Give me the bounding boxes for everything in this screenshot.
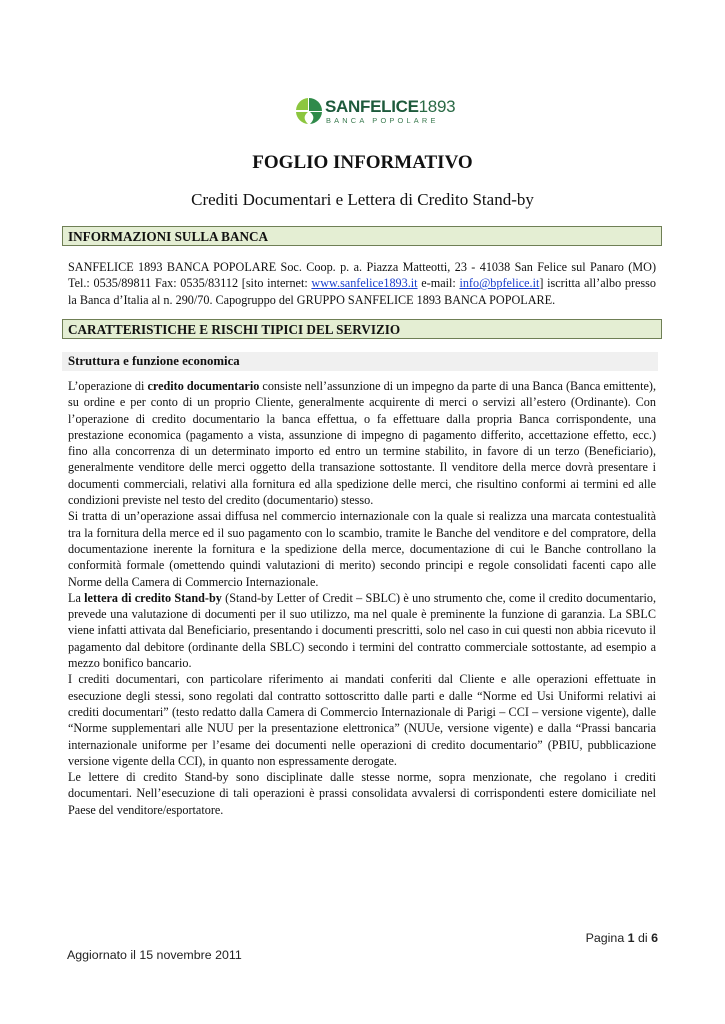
paragraph-2: Si tratta di un’operazione assai diffusa nel commercio internazionale con la quale si realizza una marcata contestualità tra la fornitura della merce ed il suo pagamento con lo scambio, tramite le Banche del venditore e del compratore, della documentazione inerente la fornitura e la spedizione della merce, documentazione di cui le Banche controllano la conformità formale (omettendo quindi valutazioni di merito) secondo principi e regole consolidati facenti capo alle Norme della Camera di Commercio Internazionale.: [68, 509, 656, 589]
page-current: 1: [627, 931, 635, 945]
bank-logo: [294, 96, 456, 130]
logo-brand-name: SANFELICE: [325, 97, 419, 116]
p1-text-a: L’operazione di: [68, 379, 148, 393]
paragraph-3: [68, 590, 656, 671]
logo-brand-year: 1893: [418, 97, 456, 116]
paragraph-4: I crediti documentari, con particolare riferimento ai mandati conferiti dal Cliente e alle operazioni effettuate in esecuzione degli stessi, sono regolati dal contratto sottoscritto dalle parti e dalle “Norme ed Usi Uniformi relativi ai crediti documentari” (testo redatto dalla Camera di Commercio Internazionale di Parigi – CCI – versione vigente), dalle “Norme supplementari alle NUU per la presentazione elettronica” (NUUe, versione vigente) e dalla “Prassi bancaria internazionale uniforme per l’esame dei documenti nelle operazioni di credito documentario” (PBIU, pubblicazione versione vigente della CCI), in quanto non espressamente derogate.: [68, 672, 656, 768]
paragraph-1: [68, 378, 656, 508]
page-total: 6: [651, 931, 658, 945]
section-heading-bank-info: INFORMAZIONI SULLA BANCA: [62, 226, 662, 246]
website-link[interactable]: www.sanfelice1893.it: [311, 276, 418, 291]
main-body: [68, 378, 656, 818]
bank-info-text-b: e-mail:: [417, 276, 460, 291]
bank-info-text-a: SANFELICE 1893 BANCA POPOLARE Soc. Coop. p. a. Piazza Matteotti, 23 - 41038 San Felice sul Panaro (MO) Tel.: 0535/89811 Fax: 0535/83112 [sito internet:: [68, 260, 656, 291]
paragraph-5: Le lettere di credito Stand-by sono disciplinate dalle stesse norme, sopra menzionate, che regolano i crediti documentari. Nell’esecuzione di tali operazioni è prassi consolidata avvalersi di corrispondenti estere domiciliate nel Paese del venditore/esportatore.: [68, 770, 656, 817]
p3-text-b: (Stand-by Letter of Credit – SBLC) è uno strumento che, come il credito documentario, prevede una valutazione di documenti per il suo utilizzo, ma nel quale è preminente la funzione di garanzia. La SBLC viene infatti attivata dal Beneficiario, presentando i documenti prescritti, solo nel caso in cui questi non abbia ricevuto il pagamento dal debitore (ordinante della SBLC) secondo i termini del contratto commerciale sottostante, ad esempio a mezzo bonifico bancario.: [68, 590, 657, 671]
bank-info-text-c: ] iscritta all’albo presso la Banca d’Italia al n. 290/70. Capogruppo del GRUPPO SANFELICE 1893 BANCA POPOLARE.: [68, 276, 656, 307]
p1-bold-term: credito documentario: [147, 379, 260, 393]
updated-date: Aggiornato il 15 novembre 2011: [67, 948, 242, 962]
p3-bold-term: lettera di credito Stand-by: [84, 590, 222, 605]
p3-text-a: La: [68, 590, 85, 605]
p1-text-b: consiste nell’assunzione di un impegno da parte di una Banca (Banca emittente), su ordine e per conto di un proprio Cliente, generalmente acquirente di merci o servizi all’estero (Ordinante). Con l’operazione di credito documentario la banca effettua, o fa effettuare dalla propria Banca corrispondente, una prestazione economica (pagamento a vista, assunzione di impegno di pagamento differito, accettazione effetto, ecc.) fino alla concorrenza di un determinato importo ed entro un termine stabilito, in favore di un terzo (Beneficiario), generalmente venditore delle merci oggetto della transazione sottostante. Il venditore della merce dovrà presentare i documenti commerciali, relativi alla fornitura ed alla spedizione delle merci, che risultino conformi ai termini ed alle condizioni previste nel testo del credito (documentario) stesso.: [68, 379, 656, 508]
page-of: di: [634, 931, 652, 945]
logo-mark-icon: [294, 96, 324, 126]
bank-info-paragraph: [68, 259, 656, 308]
document-title: FOGLIO INFORMATIVO: [252, 152, 473, 173]
logo-subtitle: BANCA POPOLARE: [326, 116, 439, 125]
document-subtitle: Crediti Documentari e Lettera di Credito Stand-by: [191, 190, 534, 209]
page-number: [586, 931, 658, 945]
section-heading-characteristics: CARATTERISTICHE E RISCHI TIPICI DEL SERVIZIO: [62, 319, 662, 339]
logo-brand-text: [325, 97, 455, 117]
subheading-structure: Struttura e funzione economica: [62, 352, 658, 371]
email-link[interactable]: info@bpfelice.it: [459, 276, 540, 291]
page-label: Pagina: [585, 931, 628, 945]
